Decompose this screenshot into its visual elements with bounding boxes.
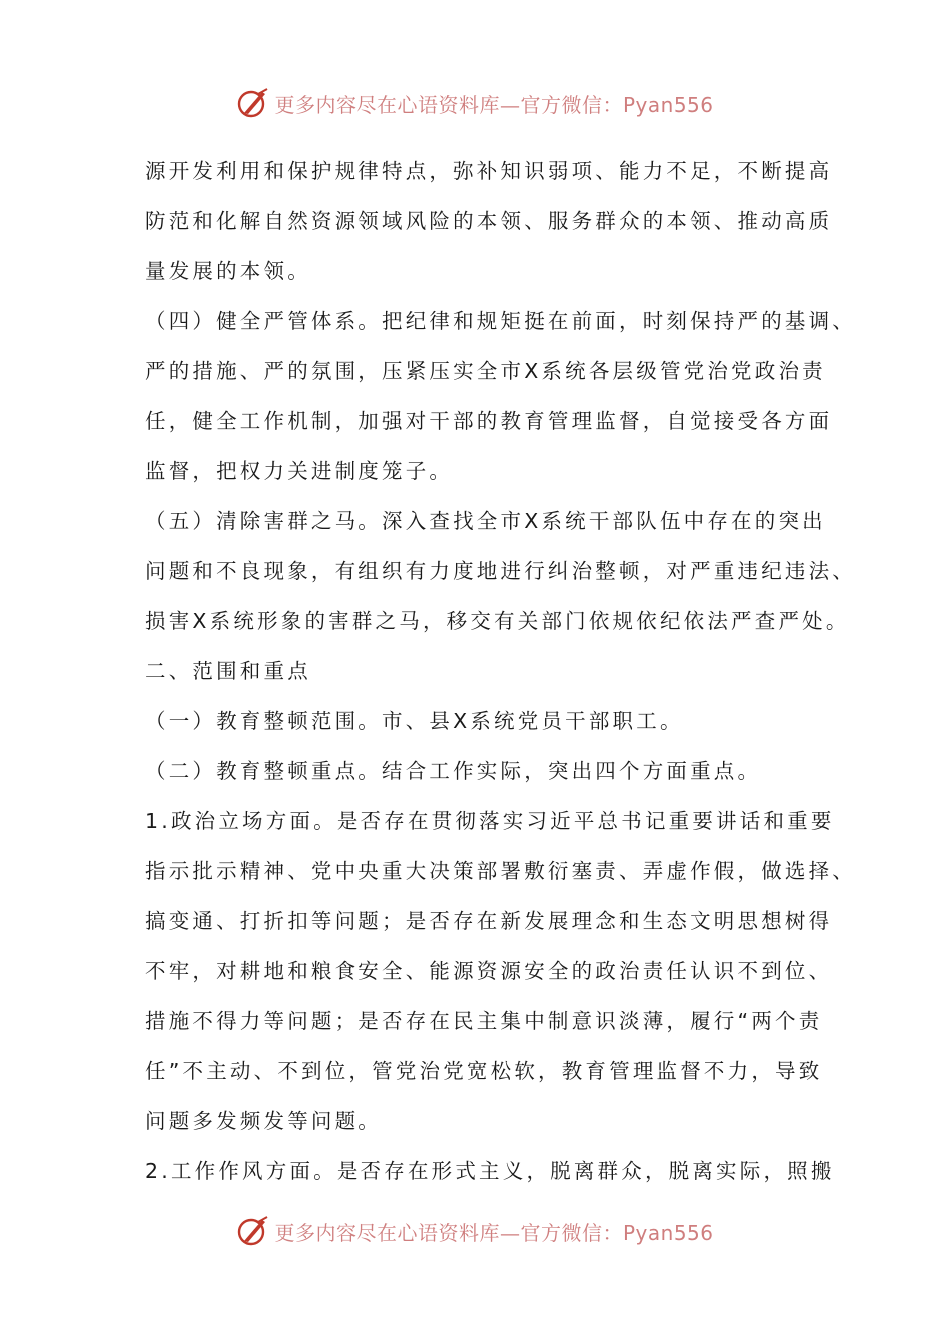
body-line: 严的措施、严的氛围，压紧压实全市X系统各层级管党治党政治责 [145,359,826,383]
body-line: （一）教育整顿范围。市、县X系统党员干部职工。 [145,709,684,733]
body-line: 指示批示精神、党中央重大决策部署敷衍塞责、弄虚作假，做选择、 [145,859,856,883]
body-line: 损害X系统形象的害群之马，移交有关部门依规依纪依法严查严处。 [145,609,850,633]
footer-banner [0,1211,950,1251]
body-line: 监督，把权力关进制度笼子。 [145,459,454,483]
body-line: 搞变通、打折扣等问题；是否存在新发展理念和生态文明思想树得 [145,909,833,933]
header-banner [0,83,950,123]
body-line: （五）清除害群之马。深入查找全市X系统干部队伍中存在的突出 [145,509,826,533]
body-line: （四）健全严管体系。把纪律和规矩挺在前面，时刻保持严的基调、 [145,309,856,333]
footer-brand: Pyan556 [622,1220,714,1245]
section-heading: 二、范围和重点 [145,659,311,683]
body-line: 问题多发频发等问题。 [145,1109,382,1133]
body-line: 防范和化解自然资源领域风险的本领、服务群众的本领、推动高质 [145,209,833,233]
quill-logo-icon [236,86,270,120]
body-line: （二）教育整顿重点。结合工作实际，突出四个方面重点。 [145,759,762,783]
banner-text: 更多内容尽在心语资料库—官方微信：Pyan556 [274,92,714,117]
document-body [145,146,856,1196]
body-line: 源开发利用和保护规律特点，弥补知识弱项、能力不足，不断提高 [145,159,833,183]
body-line: 任，健全工作机制，加强对干部的教育管理监督，自觉接受各方面 [145,409,833,433]
quill-logo-icon [236,1214,270,1248]
banner-brand: Pyan556 [622,92,714,117]
body-line: 1.政治立场方面。是否存在贯彻落实习近平总书记重要讲话和重要 [145,809,835,833]
body-line: 任”不主动、不到位，管党治党宽松软，教育管理监督不力，导致 [145,1059,823,1083]
body-line: 不牢，对耕地和粮食安全、能源资源安全的政治责任认识不到位、 [145,959,833,983]
body-line: 问题和不良现象，有组织有力度地进行纠治整顿，对严重违纪违法、 [145,559,856,583]
footer-text: 更多内容尽在心语资料库—官方微信：Pyan556 [274,1220,714,1245]
body-line: 措施不得力等问题；是否存在民主集中制意识淡薄，履行“两个责 [145,1009,823,1033]
body-line: 2.工作作风方面。是否存在形式主义，脱离群众，脱离实际，照搬 [145,1159,835,1183]
body-line: 量发展的本领。 [145,259,311,283]
